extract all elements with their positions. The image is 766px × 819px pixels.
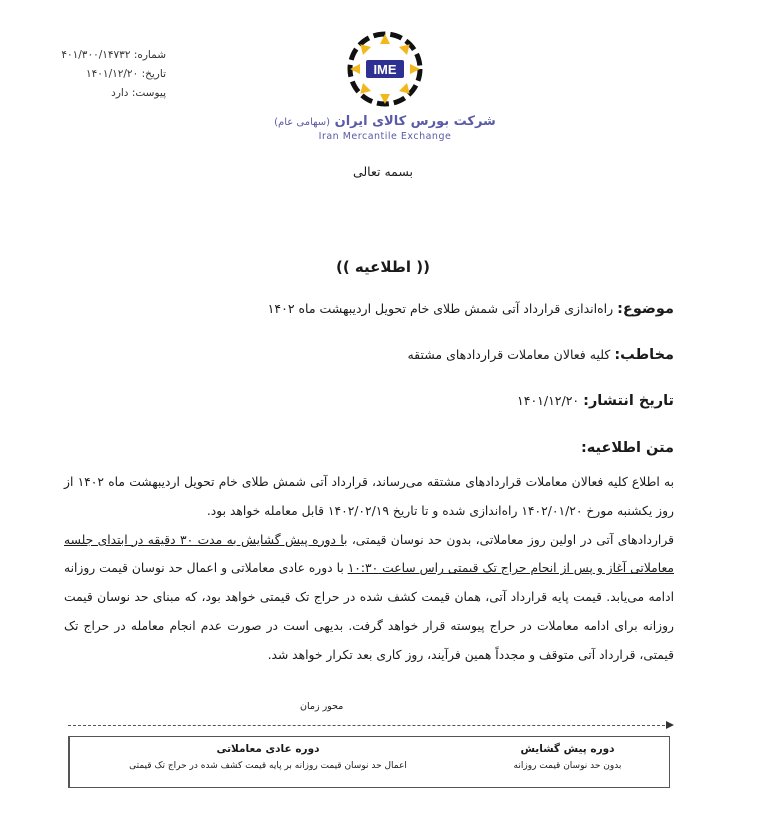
ime-logo-icon [346,30,424,108]
letter-attachment: پیوست: دارد [111,87,166,99]
normal-trading-period-box: دوره عادی معاملاتی اعمال حد نوسان قیمت روزانه بر پایه قیمت کشف شده در حراج تک قیمتی [69,737,466,787]
letter-reference-block [60,46,166,103]
letter-date: تاریخ: ۱۴۰۱/۱۲/۲۰ [86,68,166,80]
company-logo [270,30,500,142]
paragraph-1: به اطلاع کلیه فعالان معاملات قراردادهای مشتقه می‌رساند، قرارداد آتی شمش طلای خام تحویل اردیبهشت ماه ۱۴۰۲ از روز یکشنبه مورخ ۱۴۰۲/۰۱/۲۰ راه‌اندازی شده و تا تاریخ ۱۴۰۲/۰۲/۱۹ قابل معامله خواهد بود. [64,475,675,518]
announcement-title: (( اطلاعیه )) [336,258,430,276]
body-heading: متن اطلاعیه: [580,440,674,456]
paragraph-2: قراردادهای آتی در اولین روز معاملاتی، بدون حد نوسان قیمتی، با دوره پیش گشایش به مدت ۳۰ دقیقه در ابتدای جلسه معاملاتی آغاز و پس از انجام حراج تک قیمتی راس ساعت ۱۰:۳۰ با دوره عادی معاملاتی و اعمال حد نوسان قیمت روزانه ادامه می‌یابد. قیمت پایه قرارداد آتی، همان قیمت کشف شده در حراج تک قیمتی خواهد بود، که مبنای حد نوسان قیمت روزانه برای ادامه معاملات در حراج پیوسته قرار خواهد گرفت. بدیهی است در صورت عدم انجام معامله در حراج تک قیمتی، قرارداد آتی متوقف و مجدداً همین فرآیند، روز کاری بعد تکرار خواهد شد. [64,532,675,662]
letter-number: شماره: ۴۰۱/۳۰۰/۱۴۷۳۲ [61,49,166,61]
time-axis-line [68,725,670,726]
timeline-diagram [68,736,670,788]
logo-mark-text: IME [373,62,397,77]
publish-date-line: تاریخ انتشار: ۱۴۰۱/۱۲/۲۰ [517,393,674,409]
company-name-en: Iran Mercantile Exchange [318,131,452,142]
audience-line: مخاطب: کلیه فعالان معاملات قراردادهای مشتقه [407,347,674,363]
announcement-body [64,468,674,670]
time-axis-label: محور زمان [300,701,344,712]
company-name-fa: شرکت بورس کالای ایران (سهامی عام) [274,114,496,129]
pre-opening-period-box: دوره پیش گشایش بدون حد نوسان قیمت روزانه [513,743,622,771]
subject-line: موضوع: راه‌اندازی قرارداد آتی شمش طلای خام تحویل اردیبهشت ماه ۱۴۰۲ [267,301,674,317]
underlined-text: با دوره پیش گشایش به مدت ۳۰ دقیقه در ابتدای جلسه معاملاتی آغاز و پس از انجام حراج تک قیمتی راس ساعت ۱۰:۳۰ [64,532,675,576]
besm-heading: بسمه تعالی [352,164,414,179]
arrow-right-icon [666,721,674,729]
